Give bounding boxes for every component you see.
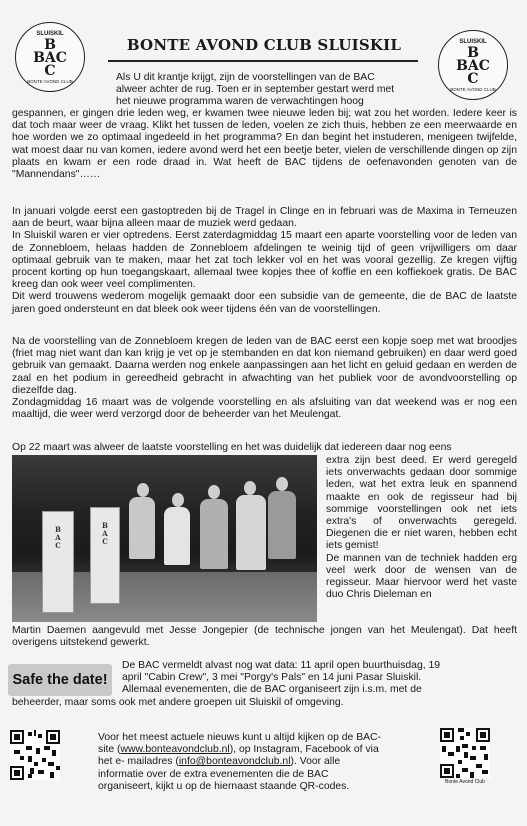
intro-block bbox=[116, 72, 418, 109]
paragraph-4: Dit werd trouwens wederom mogelijk gemaakt door een subsidie van de gemeente, die de BAC de laatste jaren goed ondersteunt en dat bleek ook weer tijdens één van de voorstellingen. bbox=[12, 291, 517, 315]
safe-the-date-rest: beheerder, maar soms ook met andere groepen uit Sluiskil of omgeving. bbox=[12, 697, 344, 708]
website-link[interactable]: www.bonteavondclub.nl bbox=[120, 744, 230, 756]
intro-line-2: alweer achter de rug. Toen er in september gestart werd met bbox=[116, 84, 395, 96]
email-link[interactable]: info@bonteavondclub.nl bbox=[178, 756, 291, 768]
qr-icon bbox=[10, 730, 60, 780]
bac-stand-left: B A C bbox=[42, 511, 74, 613]
qr-icon bbox=[440, 728, 490, 778]
title-divider bbox=[108, 60, 418, 62]
qr-right-caption: Bonte Avond Club bbox=[445, 779, 485, 785]
safe-the-date-badge: Safe the date! bbox=[8, 664, 112, 696]
intro-line-3: het nieuwe programma waren de verwachtingen hoog bbox=[116, 96, 364, 108]
bac-stand-right: B A C bbox=[90, 507, 120, 604]
bac-logo-right: SLUISKIL B BAC C BONTE AVOND CLUB bbox=[438, 30, 508, 100]
qr-code-left[interactable] bbox=[10, 730, 60, 780]
paragraph-6: Zondagmiddag 16 maart was de volgende voorstelling en als afsluiting van dat weekend was er nog een maaltijd, die weer werd verzorgd door de beheerder van het Meulengat. bbox=[12, 397, 517, 421]
paragraph-5: Na de voorstelling van de Zonnebloem kregen de leden van de BAC eerst een kopje soep met wat broodjes (friet mag niet want dan kan krijg je vet op je stembanden en dat kon niemand gebruiken) en daar werd goed gebruik van gemaakt. Daarna werden nog enkele aanpassingen aan het licht en geluid gedaan en werden de zaal en het podium in gereedheid gebracht in afwachting van het publiek voor de avondvoorstelling op diezelfde dag. Zondagmiddag 16 maart was de volgende voorstelling en als afsluiting van dat weekend was er nog een maaltijd, die weer werd verzorgd door de beheerder van het Meulengat. bbox=[12, 336, 517, 421]
paragraph-8-side: De mannen van de techniek hadden erg veel werk door de wensen van de regisseur. Maar hiervoor werd het vaste duo Chris Dieleman en bbox=[326, 552, 517, 601]
paragraph-2: In januari volgde eerst een gastoptreden bij de Tragel in Clinge en in februari was de Maxima in Terneuzen aan de beurt, waar bijna alleen maar de muziek werd gedaan. In Sluiskil waren er vier optredens. Eerst zaterdagmiddag 15 maart een aparte voorstelling voor de leden van de Zonnebloem, helaas hadden de Zonnebloem afdelingen te weinig tijd of geen vrijwilligers om daar optimaal gebruik van te maken, maar het zat toch lekker vol en het was vooral gezellig. Ze kregen vijftig procent korting op hun toegangskaart, allemaal twee kopjes thee of koffie en een koffiekoek gratis. De BAC kreeg dan ook weer veel complimenten. Dit werd trouwens wederom mogelijk gemaakt door een subsidie van de gemeente, die de BAC de laatste jaren goed ondersteunt en dat bleek ook weer tijdens één van de voorstellingen. bbox=[12, 206, 517, 315]
paragraph-7-first-line: Op 22 maart was alweer de laatste voorstelling en het was duidelijk dat iedereen daar nog eens bbox=[12, 442, 452, 453]
safe-the-date-text: De BAC vermeldt alvast nog wat data: 11 april open buurthuisdag, 19 april "Cabin Crew", 3 mei "Porgy's Pals" en 14 juni Pasar Sluiskil. Allemaal evenementen, die de BAC organiseert zijn i.s.m. met de bbox=[122, 660, 441, 696]
paragraph-7-side: extra zijn best deed. Er werd geregeld iets onverwachts gedaan door sommige leden, wat het extra leuk en spannend maakte en ook de regisseur had bij sommige voorstellingen ook net iets extra's of onverwachts geregeld. Diegenen die er niet waren, hebben echt iets gemist! De mannen van de techniek hadden erg veel werk door de wensen van de regisseur. Maar hiervoor werd het vaste duo Chris Dieleman en bbox=[326, 455, 517, 601]
page-title: BONTE AVOND CLUB SLUISKIL bbox=[126, 36, 402, 54]
qr-code-right[interactable] bbox=[440, 728, 490, 778]
paragraph-8-rest: Martin Daemen aangevuld met Jesse Jongepier (de technische jongen van het Meulengat). Dat heeft overigens uitstekend gewerkt. bbox=[12, 625, 517, 649]
footer-text: Voor het meest actuele nieuws kunt u altijd kijken op de BAC- site (www.bonteavondclub.nl), op Instagram, Facebook of via het e- mailadres (info@bonteavondclub.nl). Voor alle informatie over de extra evenementen die de BAC organiseert, kijkt u op de hiernaast staande QR-codes. bbox=[98, 732, 382, 792]
bac-logo-left: SLUISKIL B BAC C BONTE AVOND CLUB bbox=[15, 22, 85, 92]
intro-rest: gespannen, er gingen drie leden weg, er kwamen twee nieuwe leden bij; wat zou het worden. Iedere keer is dat toch maar weer de vraag. Klikt het tussen de leden, voelen ze zich thuis, hebben ze een meerwaarde en hoe worden we zo optimaal ingedeeld in het programma? En dan begint het instuderen, menigeen twijfelde, wat moest daar nu van komen, iedere avond werd het een beetje beter, vielen de verschillende dingen op zijn plaats en kwam er een rode draad in. Wat heeft de BAC tijdens de oefenavonden genoten van de "Mannendans"…… bbox=[12, 108, 517, 181]
intro-line-1: Als U dit krantje krijgt, zijn de voorstellingen van de BAC bbox=[116, 72, 375, 83]
paragraph-3: In Sluiskil waren er vier optredens. Eerst zaterdagmiddag 15 maart een aparte voorstelling voor de leden van de Zonnebloem, helaas hadden de Zonnebloem afdelingen te weinig tijd of geen vrijwilligers om daar optimaal gebruik van te maken, maar het zat toch lekker vol en het was vooral gezellig. Ze kregen vijftig procent korting op hun toegangskaart, allemaal twee kopjes thee of koffie en een koffiekoek gratis. De BAC kreeg dan ook weer veel complimenten. bbox=[12, 230, 517, 291]
performance-photo bbox=[12, 455, 317, 622]
